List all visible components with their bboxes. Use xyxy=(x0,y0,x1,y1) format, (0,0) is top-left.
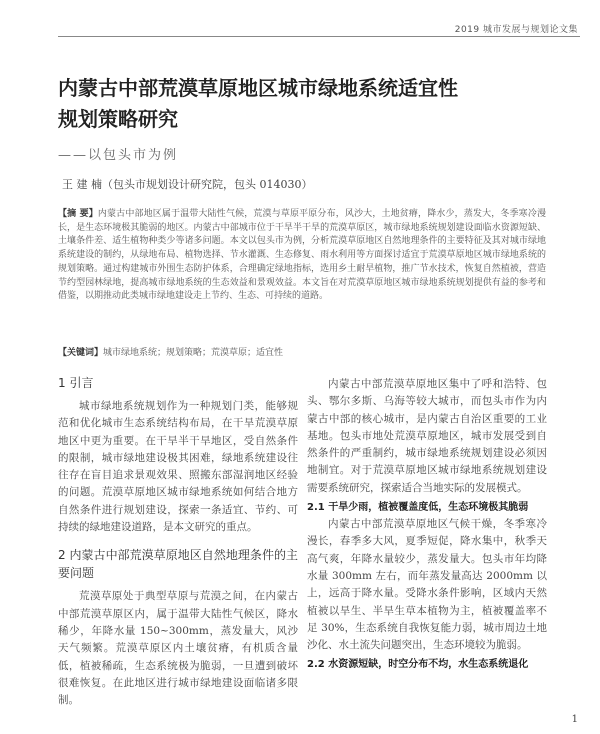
keywords-label: 【关键词】 xyxy=(58,348,104,358)
section-2-heading: 2 内蒙古中部荒漠草原地区自然地理条件的主要问题 xyxy=(58,548,298,581)
header-rule xyxy=(58,36,580,37)
section-1-heading: 1 引言 xyxy=(58,376,94,390)
journal-header: 2019 城市发展与规划论文集 xyxy=(454,25,578,35)
section-2-text: 荒漠草原处于典型草原与荒漠之间，在内蒙古中部荒漠草原区内，属于温带大陆性气候区，降水稀少，年降水量 150~300mm，蒸发量大，风沙天气频繁。荒漠草原区内土壤贫瘠，有机质含量低，植被稀疏，生态系统极为脆弱，一旦遭到破坏很难恢复。在此地区进行城市绿地建设面临诸多限制。 xyxy=(58,590,298,707)
left-column xyxy=(58,374,298,709)
right-column xyxy=(307,376,547,673)
section-2-1-text: 内蒙古中部荒漠草原地区气候干燥，冬季寒冷漫长，春季多大风，夏季短促，降水集中，秋季天高气爽，年降水量较少，蒸发量大。包头市年均降水量 300mm 左右，而年蒸发量高达 2000mm 以上，远高于降水量。受降水条件影响，区域内天然植被以旱生、半旱生草本植物为主，植被覆盖率不足 30%，生态系统自我恢复能力弱，城市周边土地沙化、水土流失问题突出，生态环境较为脆弱。 xyxy=(307,518,547,652)
author-affiliation: 王 建 楠（包头市规划设计研究院，包头 014030） xyxy=(62,178,313,191)
title-line-1: 内蒙古中部荒漠草原地区城市绿地系统适宜性 xyxy=(58,76,458,100)
keywords-text: 城市绿地系统；规划策略；荒漠草原；适宜性 xyxy=(103,348,284,358)
abstract-text: 内蒙古中部地区属于温带大陆性气候，荒漠与草原平原分布，风沙大，土地贫瘠，降水少，蒸发大，冬季寒冷漫长，是生态环境极其脆弱的地区。内蒙古中部城市位于干旱半干旱的荒漠草原区，城市绿地系统规划建设面临水资源短缺、土壤条件差、适生植物种类少等诸多问题。本文以包头市为例，分析荒漠草原地区自然地理条件的主要特征及其对城市绿地系统建设的制约，从绿地布局、植物选择、节水灌溉、生态修复、雨水利用等方面探讨适宜于荒漠草原地区城市绿地系统的规划策略。通过构建城市外围生态防护体系，合理确定绿地指标，选用乡土耐旱植物，推广节水技术，恢复自然植被，营造节约型园林绿地，提高城市绿地系统的生态效益和景观效益。本文旨在对荒漠草原地区城市绿地系统规划提供有益的参考和借鉴，以期推动此类城市绿地建设走上节约、生态、可持续的道路。 xyxy=(58,209,546,302)
section-2-1-heading: 2.1 干旱少雨，植被覆盖度低，生态环境极其脆弱 xyxy=(307,502,529,514)
paper-subtitle: ——以包头市为例 xyxy=(58,148,179,163)
title-line-2: 规划策略研究 xyxy=(58,107,178,131)
keywords xyxy=(58,347,546,360)
paper-title xyxy=(58,73,528,135)
abstract-label: 【摘 要】 xyxy=(58,209,98,219)
abstract xyxy=(58,208,546,304)
page-number: 1 xyxy=(571,714,578,725)
col2-text: 内蒙古中部荒漠草原地区集中了呼和浩特、包头、鄂尔多斯、乌海等较大城市，而包头市作为内蒙古中部的核心城市，是内蒙古自治区重要的工业基地。包头市地处荒漠草原地区，城市发展受到自然条件的严重制约，城市绿地系统规划建设必须因地制宜。对于荒漠草原地区城市绿地系统规划建设需要系统研究，探索适合当地实际的发展模式。 xyxy=(307,378,547,494)
section-2-2-heading: 2.2 水资源短缺，时空分布不均，水生态系统退化 xyxy=(307,659,529,671)
section-1-text: 城市绿地系统规划作为一种规划门类，能够规范和优化城市生态系统结构布局，在干旱荒漠草原地区中更为重要。在干旱半干旱地区，受自然条件的限制，城市绿地建设极其困难，绿地系统建设往往存在盲目追求景观效果、照搬东部湿润地区经验的问题。荒漠草原地区城市绿地系统如何结合地方自然条件进行规划建设，探索一条适宜、节约、可持续的绿地建设道路，是本文研究的重点。 xyxy=(58,400,298,534)
